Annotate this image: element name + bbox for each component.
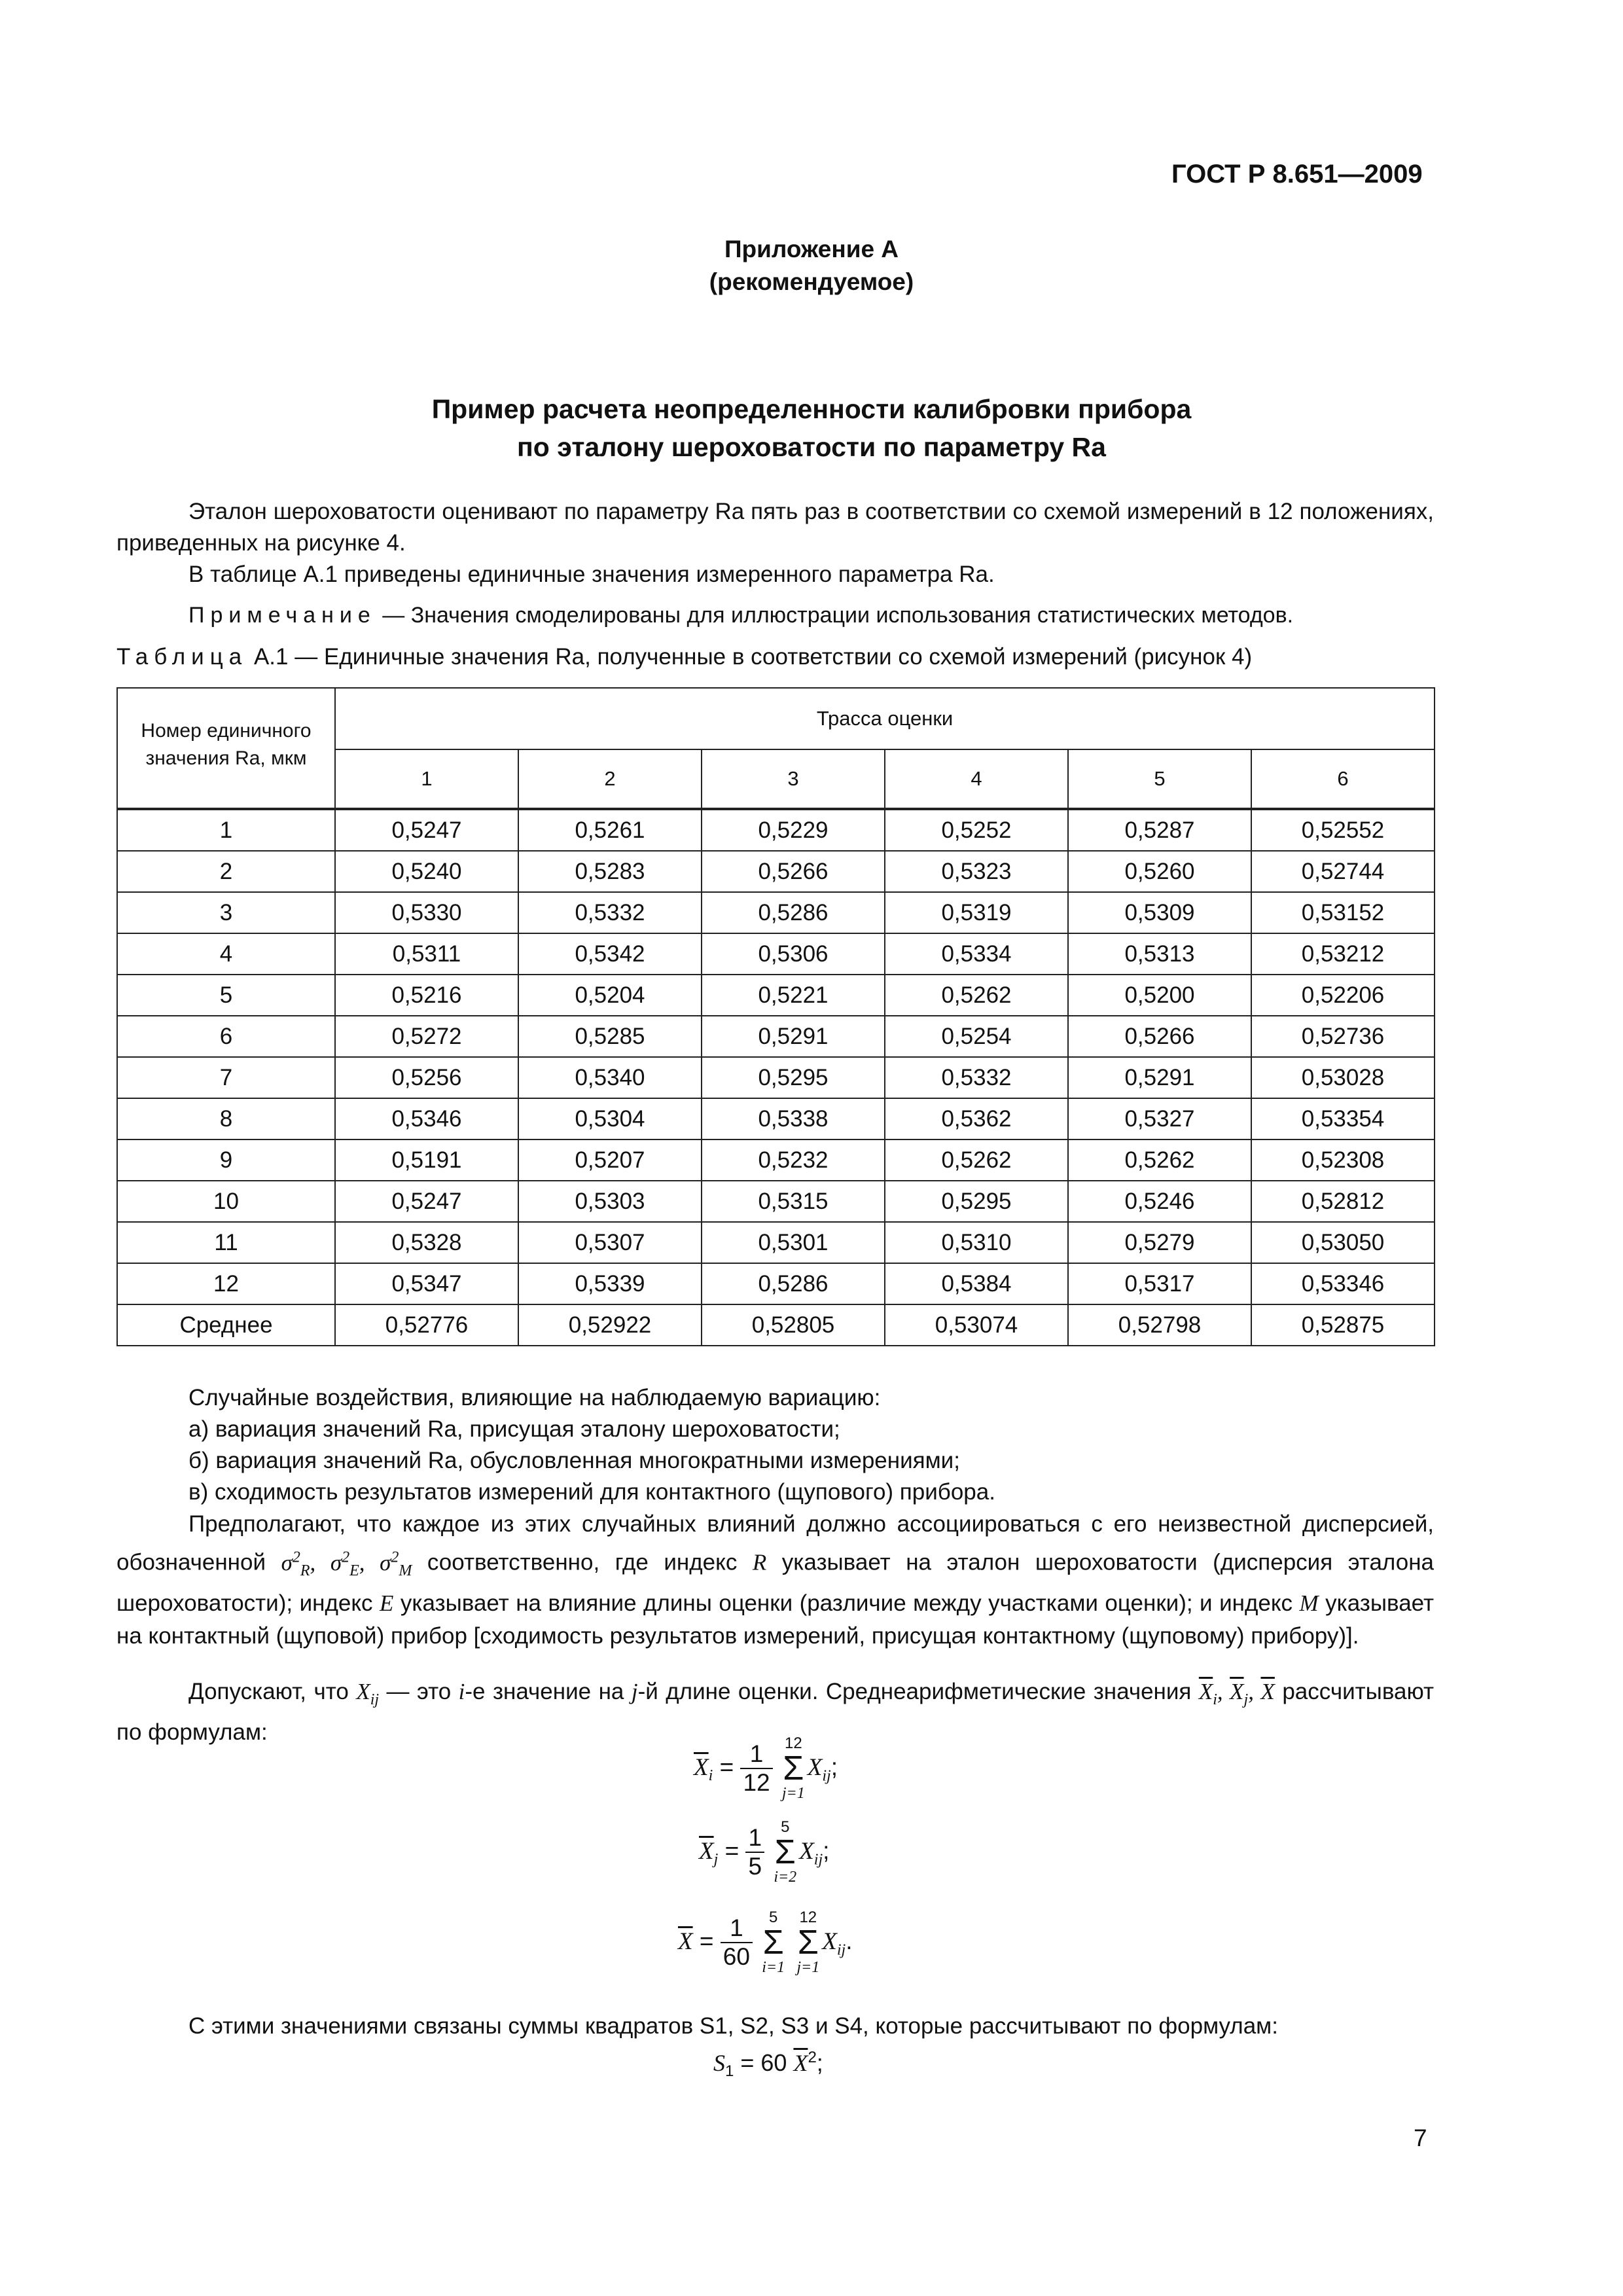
ra-value-cell: 0,5229 <box>702 809 885 851</box>
ra-value-cell: 0,5260 <box>1068 851 1251 892</box>
s1-equals: = 60 <box>734 2049 794 2076</box>
ra-value-cell: 0,53050 <box>1251 1222 1435 1263</box>
ra-value-cell: 0,52744 <box>1251 851 1435 892</box>
s1-symbol: S <box>713 2050 725 2076</box>
summation-sign-j: 12 Σ j=1 <box>796 1909 820 1976</box>
ra-value-cell: 0,5307 <box>518 1222 702 1263</box>
means-text-4: -й длине оценки. Среднеарифметические значения <box>637 1679 1199 1704</box>
fraction <box>721 1914 753 1971</box>
means-text-1: Допускают, что <box>188 1679 357 1704</box>
column-header: 4 <box>885 749 1068 809</box>
variance-paragraph <box>116 1508 1434 1653</box>
row-label-cell: 9 <box>117 1139 335 1181</box>
sum-upper-limit: 12 <box>799 1909 817 1926</box>
appendix-title <box>0 233 1623 298</box>
ra-value-cell: 0,5291 <box>1068 1057 1251 1098</box>
row-label-cell: 11 <box>117 1222 335 1263</box>
ra-value-cell: 0,5338 <box>702 1098 885 1139</box>
table-row <box>117 1304 1435 1346</box>
ra-value-cell: 0,5291 <box>702 1016 885 1057</box>
ra-value-cell: 0,5283 <box>518 851 702 892</box>
ra-value-cell: 0,53346 <box>1251 1263 1435 1304</box>
ra-value-cell: 0,5200 <box>1068 975 1251 1016</box>
fraction <box>745 1824 764 1880</box>
ra-value-cell: 0,5301 <box>702 1222 885 1263</box>
row-label-cell: 6 <box>117 1016 335 1057</box>
column-header: 6 <box>1251 749 1435 809</box>
ra-value-cell: 0,5287 <box>1068 809 1251 851</box>
table-row <box>117 1181 1435 1222</box>
ra-value-cell: 0,5247 <box>335 809 518 851</box>
fraction-denominator: 60 <box>722 1943 750 1970</box>
ra-value-cell: 0,5332 <box>518 892 702 933</box>
sum-upper-limit: 12 <box>784 1734 802 1752</box>
ra-value-cell: 0,5339 <box>518 1263 702 1304</box>
ra-value-cell: 0,5306 <box>702 933 885 975</box>
ra-value-cell: 0,5286 <box>702 1263 885 1304</box>
ra-value-cell: 0,53212 <box>1251 933 1435 975</box>
corner-header: Номер единичного значения Ra, мкм <box>117 688 335 809</box>
table-row <box>117 975 1435 1016</box>
section-heading <box>0 390 1623 466</box>
ra-value-cell: 0,5266 <box>1068 1016 1251 1057</box>
means-text-2: — это <box>379 1679 459 1704</box>
fraction-numerator: 1 <box>745 1824 764 1853</box>
fraction-denominator: 12 <box>743 1769 770 1796</box>
table-body <box>117 809 1435 1346</box>
table-row <box>117 1098 1435 1139</box>
ra-value-cell: 0,5272 <box>335 1016 518 1057</box>
table-row <box>117 809 1435 851</box>
variance-text-2: соответственно, где индекс <box>412 1549 753 1575</box>
ra-value-cell: 0,5340 <box>518 1057 702 1098</box>
ra-value-cell: 0,5311 <box>335 933 518 975</box>
intro-paragraph-1: Эталон шероховатости оценивают по параметру Ra пять раз в соответствии со схемой измерений в 12 положениях, приведенных на рисунке 4. <box>116 499 1434 556</box>
ra-value-cell: 0,5295 <box>702 1057 885 1098</box>
row-label-cell: 5 <box>117 975 335 1016</box>
mean-symbols: $\overline{X}_i$, $\overline{X}_j$, $\overline{X}$ <box>1198 1679 1275 1708</box>
index-m: M <box>1299 1590 1319 1616</box>
ra-value-cell: 0,52805 <box>702 1304 885 1346</box>
ra-value-cell: 0,52552 <box>1251 809 1435 851</box>
ra-value-cell: 0,5319 <box>885 892 1068 933</box>
ra-value-cell: 0,52308 <box>1251 1139 1435 1181</box>
formula-mean-i: $\overline{X}_i$ = $\frac{1}{12}$ 12 Σ j=1 $X_{ij}$; <box>694 1734 838 1802</box>
squares-paragraph: С этими значениями связаны суммы квадратов S1, S2, S3 и S4, которые рассчитывают по формулам: <box>188 2013 1278 2039</box>
ra-value-cell: 0,5262 <box>885 975 1068 1016</box>
ra-value-cell: 0,5309 <box>1068 892 1251 933</box>
ra-value-cell: 0,5295 <box>885 1181 1068 1222</box>
intro-paragraph-2: В таблице А.1 приведены единичные значения измеренного параметра Ra. <box>188 562 995 587</box>
row-label-cell: 1 <box>117 809 335 851</box>
formula-lhs: $\overline{X}$ <box>699 1837 714 1865</box>
ra-value-cell: 0,5262 <box>885 1139 1068 1181</box>
note-text: — Значения смоделированы для иллюстрации использования статистических методов. <box>376 603 1294 628</box>
ra-value-cell: 0,5362 <box>885 1098 1068 1139</box>
index-e: E <box>380 1590 394 1616</box>
table-row <box>117 892 1435 933</box>
ra-value-cell: 0,5304 <box>518 1098 702 1139</box>
table-caption <box>116 641 1434 673</box>
random-effect-item-c: в) сходимость результатов измерений для контактного (щупового) прибора. <box>188 1479 995 1505</box>
i-letter: i <box>458 1679 465 1704</box>
ra-value-cell: 0,52798 <box>1068 1304 1251 1346</box>
ra-value-cell: 0,52922 <box>518 1304 702 1346</box>
formula-lhs: $\overline{X}$ <box>694 1753 709 1781</box>
row-label-cell: 2 <box>117 851 335 892</box>
sum-lower-limit: i=2 <box>774 1869 797 1886</box>
ra-value-cell: 0,5247 <box>335 1181 518 1222</box>
xij-symbol: $X_{ij}$ <box>356 1679 380 1708</box>
ra-value-cell: 0,5246 <box>1068 1181 1251 1222</box>
table-row <box>117 1016 1435 1057</box>
ra-value-cell: 0,5334 <box>885 933 1068 975</box>
ra-value-cell: 0,5262 <box>1068 1139 1251 1181</box>
row-label-cell: 4 <box>117 933 335 975</box>
column-header: 3 <box>702 749 885 809</box>
row-label-cell: 12 <box>117 1263 335 1304</box>
fraction-numerator: 1 <box>721 1914 753 1943</box>
row-label-cell: 8 <box>117 1098 335 1139</box>
sigma-symbols: $\sigma^2_R$, $\sigma^2_E$, $\sigma^2_M$ <box>281 1549 412 1579</box>
random-effects-intro: Случайные воздействия, влияющие на наблюдаемую вариацию: <box>188 1385 881 1410</box>
variance-text-1: Предполагают, что каждое из этих случайных влияний должно ассоциироваться с его неизвестной дисперсией, обозначенной <box>116 1511 1434 1575</box>
ra-values-table <box>116 687 1435 1346</box>
variance-text-4: указывает на влияние длины оценки (различие между участками оценки); и индекс <box>393 1590 1300 1616</box>
page-number: 7 <box>1414 2125 1427 2151</box>
formula-tail: ; <box>823 1837 830 1864</box>
s1-tail: ; <box>816 2049 823 2076</box>
ra-value-cell: 0,5266 <box>702 851 885 892</box>
ra-value-cell: 0,5323 <box>885 851 1068 892</box>
table-row <box>117 1222 1435 1263</box>
heading-line-1: Пример расчета неопределенности калибровки прибора <box>431 394 1192 424</box>
document-standard-number: ГОСТ Р 8.651—2009 <box>1171 160 1423 188</box>
ra-value-cell: 0,5346 <box>335 1098 518 1139</box>
table-row <box>117 1057 1435 1098</box>
ra-value-cell: 0,5332 <box>885 1057 1068 1098</box>
ra-value-cell: 0,5232 <box>702 1139 885 1181</box>
means-text-5: рассчитывают по формулам: <box>116 1679 1435 1745</box>
ra-value-cell: 0,5330 <box>335 892 518 933</box>
random-effect-item-a: а) вариация значений Ra, присущая эталону шероховатости; <box>188 1416 840 1442</box>
ra-value-cell: 0,53028 <box>1251 1057 1435 1098</box>
random-effects <box>116 1382 1434 1508</box>
ra-value-cell: 0,5191 <box>335 1139 518 1181</box>
caption-text: А.1 — Единичные значения Ra, полученные в соответствии со схемой измерений (рисунок 4) <box>247 644 1253 670</box>
row-label-cell: 10 <box>117 1181 335 1222</box>
ra-value-cell: 0,53074 <box>885 1304 1068 1346</box>
formula-grand-mean: $\overline{X}$ = $\frac{1}{60}$ 5 Σ i=1 12 Σ j=1 $X_{ij}$. <box>678 1909 853 1976</box>
formula-lhs: $\overline{X}$ <box>678 1928 693 1955</box>
formula-tail: . <box>846 1927 853 1954</box>
ra-value-cell: 0,52206 <box>1251 975 1435 1016</box>
ra-value-cell: 0,5317 <box>1068 1263 1251 1304</box>
ra-value-cell: 0,5221 <box>702 975 885 1016</box>
summation-sign: 5 Σ i=2 <box>774 1818 797 1886</box>
variance-text-5: указывает на контактный (щуповой) прибор [сходимость результатов измерений, присущая контактному (щуповому) прибору)]. <box>116 1590 1434 1649</box>
column-header: 2 <box>518 749 702 809</box>
means-text-3: -е значение на <box>465 1679 632 1704</box>
fraction-numerator: 1 <box>740 1740 772 1769</box>
ra-value-cell: 0,5285 <box>518 1016 702 1057</box>
column-header: 5 <box>1068 749 1251 809</box>
appendix-status: (рекомендуемое) <box>709 268 914 295</box>
ra-value-cell: 0,5303 <box>518 1181 702 1222</box>
ra-value-cell: 0,5347 <box>335 1263 518 1304</box>
ra-value-cell: 0,53354 <box>1251 1098 1435 1139</box>
ra-value-cell: 0,5286 <box>702 892 885 933</box>
ra-value-cell: 0,5204 <box>518 975 702 1016</box>
heading-line-2: по эталону шероховатости по параметру Ra <box>517 432 1106 462</box>
summation-sign-i: 5 Σ i=1 <box>762 1909 785 1976</box>
ra-value-cell: 0,5342 <box>518 933 702 975</box>
sum-lower-limit: j=1 <box>796 1959 820 1976</box>
table-row <box>117 933 1435 975</box>
index-r: R <box>752 1549 767 1575</box>
sum-lower-limit: i=1 <box>762 1959 785 1976</box>
ra-value-cell: 0,52776 <box>335 1304 518 1346</box>
ra-value-cell: 0,53152 <box>1251 892 1435 933</box>
row-label-cell: 7 <box>117 1057 335 1098</box>
sum-lower-limit: j=1 <box>781 1785 805 1802</box>
formula-tail: ; <box>830 1753 838 1780</box>
fraction-denominator: 5 <box>748 1853 762 1880</box>
ra-value-cell: 0,5384 <box>885 1263 1068 1304</box>
ra-value-cell: 0,52812 <box>1251 1181 1435 1222</box>
appendix-label: Приложение А <box>724 236 899 262</box>
table-row <box>117 851 1435 892</box>
summation-sign: 12 Σ j=1 <box>781 1734 805 1802</box>
s1-subscript: 1 <box>725 2062 734 2081</box>
sum-upper-limit: 5 <box>768 1909 778 1926</box>
ra-value-cell: 0,52875 <box>1251 1304 1435 1346</box>
ra-value-cell: 0,5279 <box>1068 1222 1251 1263</box>
ra-value-cell: 0,5207 <box>518 1139 702 1181</box>
table-row <box>117 1139 1435 1181</box>
formula-s1: $S_1 = 60$ $\overline{X}^2$; <box>713 2049 823 2081</box>
ra-value-cell: 0,5313 <box>1068 933 1251 975</box>
ra-value-cell: 0,5252 <box>885 809 1068 851</box>
ra-value-cell: 0,5216 <box>335 975 518 1016</box>
ra-value-cell: 0,5315 <box>702 1181 885 1222</box>
row-label-cell: Среднее <box>117 1304 335 1346</box>
ra-value-cell: 0,5327 <box>1068 1098 1251 1139</box>
ra-value-cell: 0,5310 <box>885 1222 1068 1263</box>
formula-mean-j: $\overline{X}_j$ = $\frac{1}{5}$ 5 Σ i=2 $X_{ij}$; <box>699 1818 830 1886</box>
note-label: Примечание <box>188 603 376 628</box>
caption-label: Таблица <box>116 644 248 670</box>
j-letter: j <box>631 1679 638 1704</box>
ra-value-cell: 0,5328 <box>335 1222 518 1263</box>
table-note <box>116 600 1434 631</box>
row-label-cell: 3 <box>117 892 335 933</box>
table-row <box>117 1263 1435 1304</box>
ra-value-cell: 0,5254 <box>885 1016 1068 1057</box>
ra-value-cell: 0,5256 <box>335 1057 518 1098</box>
column-header: 1 <box>335 749 518 809</box>
fraction <box>740 1740 772 1797</box>
random-effect-item-b: б) вариация значений Ra, обусловленная многократными измерениями; <box>188 1448 960 1473</box>
ra-value-cell: 0,5261 <box>518 809 702 851</box>
variance-text-3: указывает на эталон шероховатости (дисперсия эталона шероховатости); индекс <box>116 1549 1434 1616</box>
sum-upper-limit: 5 <box>781 1818 790 1836</box>
ra-value-cell: 0,5240 <box>335 851 518 892</box>
group-header: Трасса оценки <box>335 688 1435 749</box>
ra-value-cell: 0,52736 <box>1251 1016 1435 1057</box>
